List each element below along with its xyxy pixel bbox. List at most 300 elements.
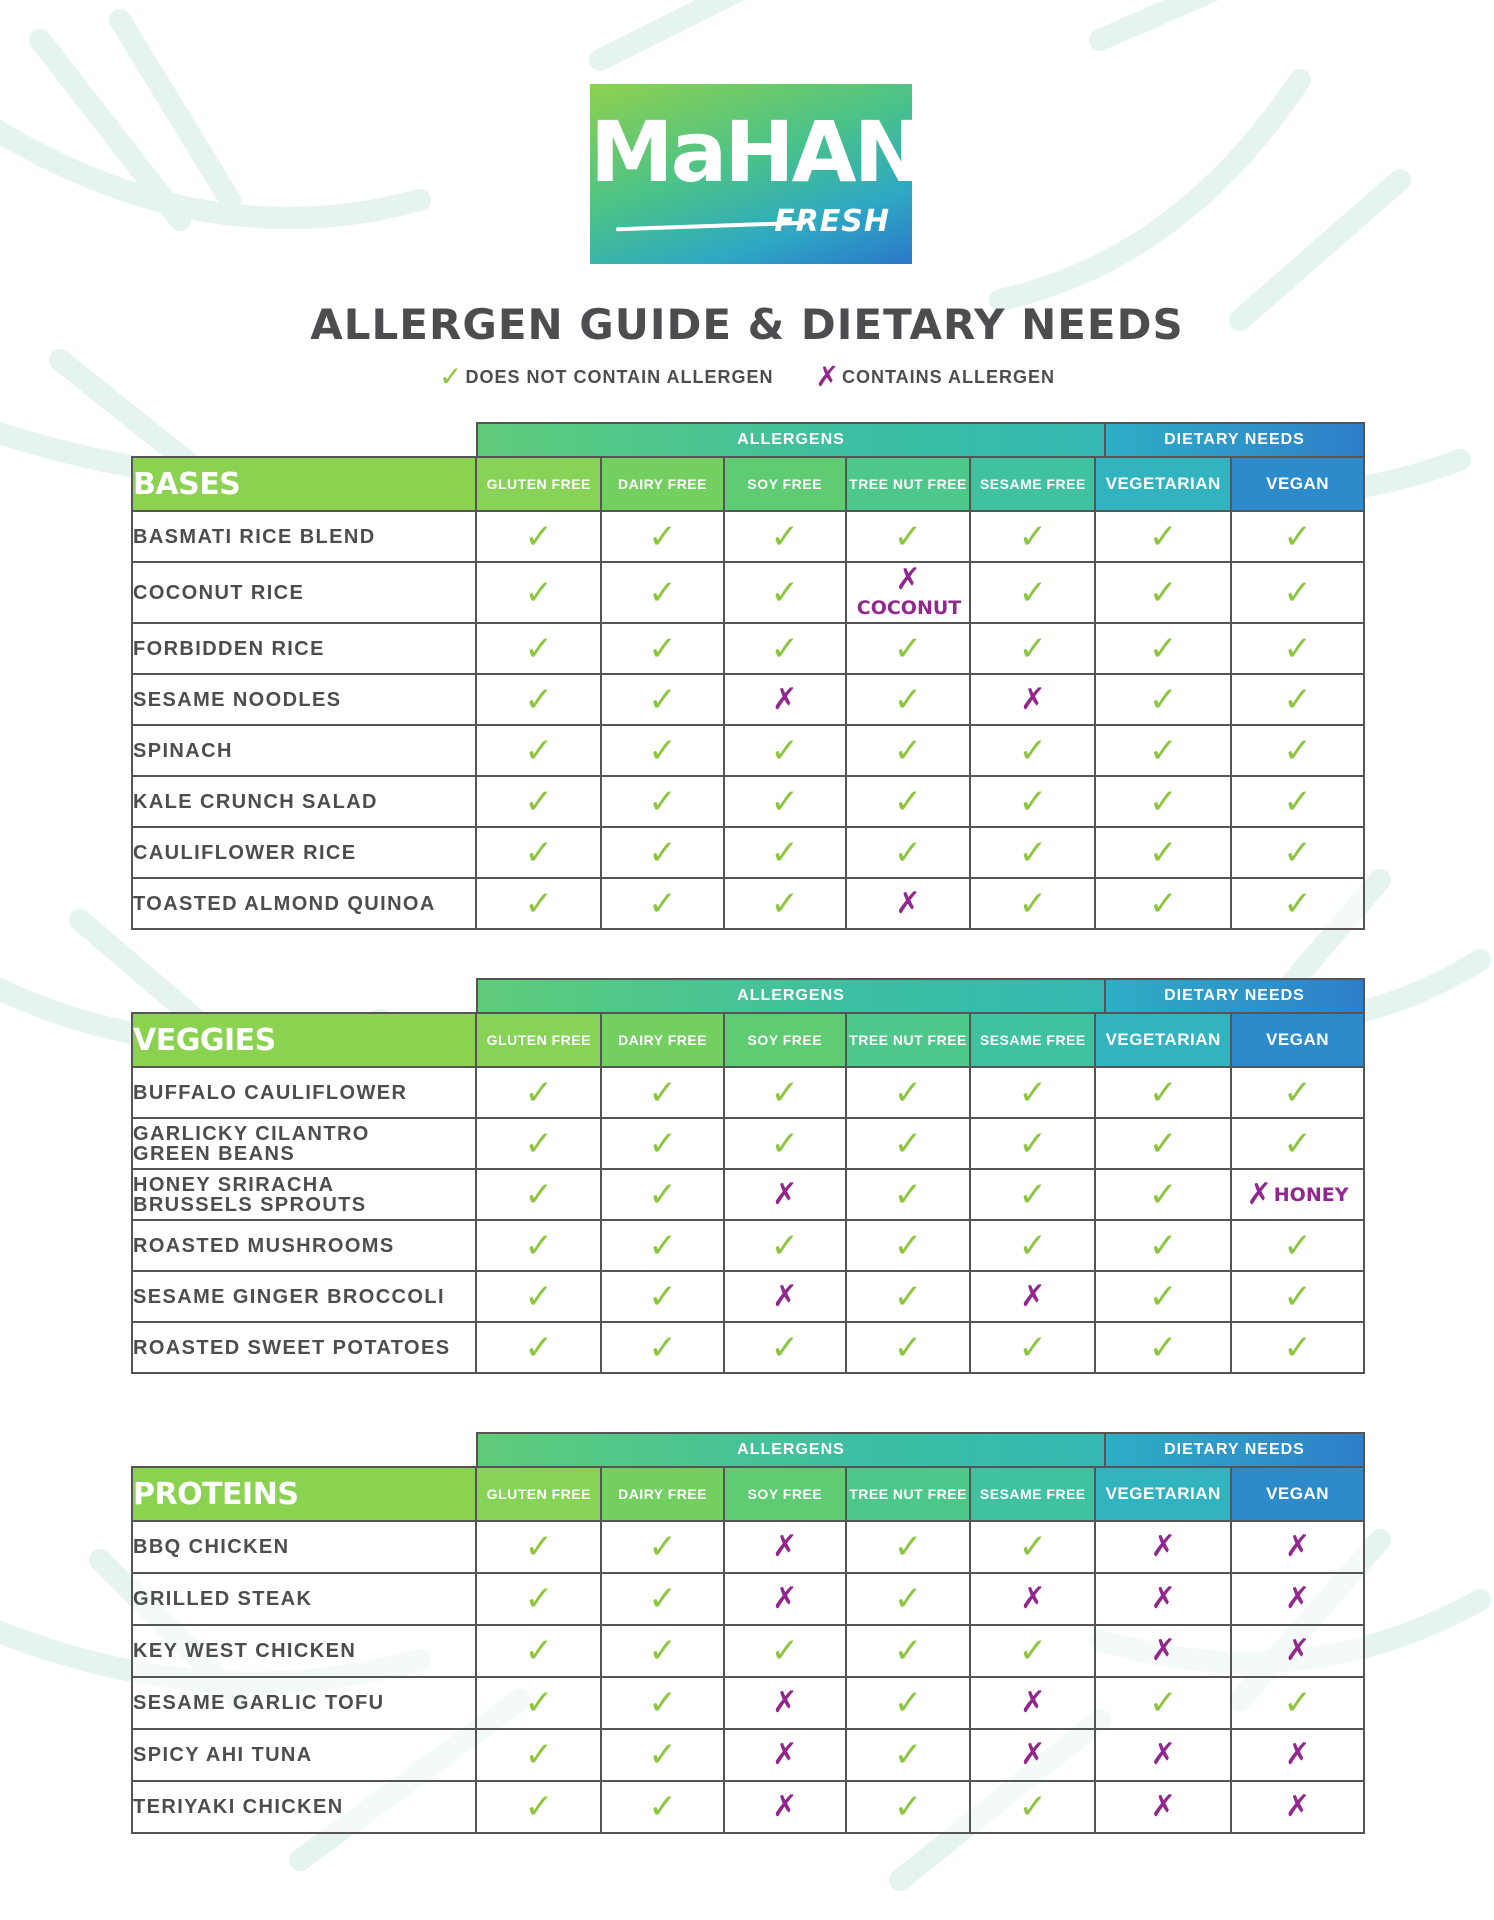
status-cell	[1095, 1322, 1231, 1373]
status-cell	[846, 562, 971, 623]
table-proteins	[131, 1466, 1365, 1834]
check-icon: ✓	[770, 1225, 800, 1266]
cross-icon: ✗	[772, 1581, 798, 1616]
cross-icon: ✗	[1285, 1737, 1311, 1772]
status-cell	[1231, 776, 1364, 827]
column-header-row	[132, 1467, 1364, 1521]
check-icon: ✓	[648, 1631, 677, 1671]
check-icon: ✓	[893, 1276, 923, 1317]
status-cell	[1095, 827, 1231, 878]
check-icon: ✓	[1018, 730, 1048, 771]
status-cell	[1231, 1169, 1364, 1220]
item-name: ROASTED MUSHROOMS	[132, 1220, 476, 1271]
status-cell	[846, 1677, 971, 1729]
status-cell	[970, 1729, 1095, 1781]
check-icon: ✓	[524, 1225, 554, 1266]
status-cell	[970, 1169, 1095, 1220]
status-cell	[724, 725, 846, 776]
status-cell	[724, 674, 846, 725]
check-icon: ✓	[648, 679, 677, 720]
item-name: SESAME NOODLES	[132, 674, 476, 725]
cross-icon: ✗	[772, 1176, 798, 1212]
status-cell	[846, 1271, 971, 1322]
status-cell	[1095, 511, 1231, 562]
check-icon: ✓	[770, 1327, 800, 1368]
status-cell	[1095, 878, 1231, 929]
check-icon: ✓	[1148, 1225, 1178, 1266]
cross-icon: ✗	[1020, 1685, 1046, 1720]
status-cell	[724, 1271, 846, 1322]
check-icon: ✓	[770, 832, 799, 873]
column-header: SOY FREE	[724, 1467, 846, 1521]
status-cell	[1231, 1729, 1364, 1781]
status-cell	[970, 1271, 1095, 1322]
status-cell	[1231, 1322, 1364, 1373]
status-cell	[724, 1118, 846, 1169]
check-icon: ✓	[770, 572, 799, 613]
status-cell	[476, 1118, 601, 1169]
column-header: TREE NUT FREE	[846, 1013, 971, 1067]
check-icon: ✓	[524, 1787, 554, 1827]
status-cell	[1095, 562, 1231, 623]
check-icon: ✓	[524, 1579, 554, 1619]
status-cell	[1095, 1781, 1231, 1833]
column-header: TREE NUT FREE	[846, 1467, 971, 1521]
check-icon: ✓	[648, 1225, 677, 1266]
status-cell	[476, 1169, 601, 1220]
status-cell	[601, 674, 724, 725]
status-cell	[970, 623, 1095, 674]
check-icon: ✓	[1283, 1276, 1312, 1317]
status-cell	[846, 1169, 971, 1220]
legend-yes-label: DOES NOT CONTAIN ALLERGEN	[465, 367, 774, 387]
status-cell	[1231, 623, 1364, 674]
status-cell	[724, 1220, 846, 1271]
status-cell	[846, 511, 971, 562]
check-icon: ✓	[1018, 1787, 1048, 1827]
check-icon: ✓	[1018, 1631, 1048, 1671]
check-icon: ✓	[770, 883, 799, 924]
table-row	[132, 623, 1364, 674]
status-cell	[846, 878, 971, 929]
check-icon: ✓	[1283, 1683, 1312, 1723]
status-cell	[1231, 1067, 1364, 1118]
status-cell	[724, 878, 846, 929]
status-cell	[970, 776, 1095, 827]
table-row	[132, 1220, 1364, 1271]
item-name: HONEY SRIRACHA BRUSSELS SPROUTS	[132, 1169, 476, 1220]
status-cell	[1095, 1169, 1231, 1220]
check-icon: ✓	[893, 1327, 923, 1368]
status-cell	[846, 674, 971, 725]
status-cell	[846, 1220, 971, 1271]
check-icon: ✓	[893, 1174, 923, 1215]
check-icon: ✓	[1148, 832, 1178, 873]
status-cell	[1095, 1677, 1231, 1729]
check-icon: ✓	[648, 1327, 677, 1368]
status-cell	[601, 1322, 724, 1373]
status-cell	[846, 1781, 971, 1833]
check-icon: ✓	[648, 1735, 677, 1775]
check-icon: ✓	[893, 679, 923, 720]
status-cell	[1095, 1521, 1231, 1573]
status-cell	[476, 1677, 601, 1729]
check-icon: ✓	[770, 781, 799, 822]
check-icon: ✓	[893, 1072, 923, 1113]
item-name: KEY WEST CHICKEN	[132, 1625, 476, 1677]
status-cell	[601, 1573, 724, 1625]
item-name: FORBIDDEN RICE	[132, 623, 476, 674]
check-icon: ✓	[524, 572, 553, 613]
status-cell	[970, 1677, 1095, 1729]
check-icon: ✓	[1018, 832, 1048, 873]
item-name: ROASTED SWEET POTATOES	[132, 1322, 476, 1373]
group-header-row	[131, 978, 1365, 1012]
cross-icon: ✗	[815, 360, 840, 393]
status-cell	[601, 1169, 724, 1220]
status-cell	[601, 878, 724, 929]
check-icon: ✓	[1018, 1327, 1048, 1368]
status-cell	[601, 1220, 724, 1271]
status-cell	[601, 1271, 724, 1322]
status-cell	[1231, 878, 1364, 929]
check-icon: ✓	[893, 1123, 923, 1164]
status-cell	[846, 776, 971, 827]
check-icon: ✓	[770, 730, 799, 771]
status-cell	[476, 511, 601, 562]
status-cell	[970, 878, 1095, 929]
item-name: COCONUT RICE	[132, 562, 476, 623]
status-cell	[724, 1625, 846, 1677]
status-cell	[846, 1729, 971, 1781]
status-cell	[476, 674, 601, 725]
status-cell	[846, 623, 971, 674]
status-cell	[601, 725, 724, 776]
table-row	[132, 1322, 1364, 1373]
legend	[0, 360, 1494, 393]
status-cell	[1231, 1118, 1364, 1169]
check-icon: ✓	[1148, 883, 1178, 924]
column-header: TREE NUT FREE	[846, 457, 971, 511]
cross-icon: ✗	[772, 681, 798, 717]
check-icon: ✓	[770, 1072, 800, 1113]
status-cell	[846, 1067, 971, 1118]
status-cell	[476, 1573, 601, 1625]
table-row	[132, 511, 1364, 562]
check-icon: ✓	[1283, 679, 1312, 720]
cross-icon: ✗	[1020, 1737, 1046, 1772]
status-cell	[970, 562, 1095, 623]
check-icon: ✓	[1148, 516, 1178, 557]
check-icon: ✓	[1148, 1123, 1178, 1164]
check-icon: ✓	[1018, 572, 1048, 613]
brand-logo	[590, 84, 975, 264]
check-icon: ✓	[524, 832, 553, 873]
check-icon: ✓	[893, 516, 923, 557]
status-cell	[1231, 1220, 1364, 1271]
table-bases	[131, 456, 1365, 930]
status-cell	[476, 562, 601, 623]
check-icon: ✓	[1283, 516, 1312, 557]
group-header-row	[131, 422, 1365, 456]
check-icon: ✓	[1018, 1527, 1048, 1567]
cross-icon: ✗	[1285, 1581, 1311, 1616]
check-icon: ✓	[1283, 781, 1312, 822]
check-icon: ✓	[1018, 883, 1048, 924]
status-cell	[1231, 1677, 1364, 1729]
status-cell	[970, 1067, 1095, 1118]
status-cell	[476, 725, 601, 776]
check-icon: ✓	[648, 730, 677, 771]
status-cell	[1231, 674, 1364, 725]
check-icon: ✓	[893, 781, 923, 822]
check-icon: ✓	[1283, 1123, 1312, 1164]
status-cell	[970, 1781, 1095, 1833]
table-row	[132, 878, 1364, 929]
check-icon: ✓	[893, 730, 923, 771]
column-header: SESAME FREE	[970, 457, 1095, 511]
column-header: GLUTEN FREE	[476, 1013, 601, 1067]
cross-icon: ✗	[1285, 1789, 1311, 1824]
item-name: SPICY AHI TUNA	[132, 1729, 476, 1781]
column-header: DAIRY FREE	[601, 1467, 724, 1521]
section-title: BASES	[132, 457, 476, 511]
column-header: VEGETARIAN	[1095, 1467, 1231, 1521]
cross-icon: ✗	[1020, 1278, 1046, 1314]
check-icon: ✓	[1283, 628, 1312, 669]
status-cell	[1095, 1067, 1231, 1118]
column-header: VEGAN	[1231, 1013, 1364, 1067]
status-cell	[970, 725, 1095, 776]
status-cell	[846, 1625, 971, 1677]
check-icon: ✓	[1148, 1072, 1178, 1113]
check-icon: ✓	[893, 1631, 923, 1671]
check-icon: ✓	[524, 1683, 554, 1723]
cross-icon: ✗	[772, 1789, 798, 1824]
check-icon: ✓	[1283, 832, 1312, 873]
status-cell	[724, 776, 846, 827]
check-icon: ✓	[893, 1683, 923, 1723]
status-cell	[1231, 511, 1364, 562]
status-cell	[846, 827, 971, 878]
status-cell	[724, 1729, 846, 1781]
table-row	[132, 776, 1364, 827]
check-icon: ✓	[893, 1579, 923, 1619]
item-name: BUFFALO CAULIFLOWER	[132, 1067, 476, 1118]
status-cell	[724, 1169, 846, 1220]
check-icon: ✓	[1148, 679, 1178, 720]
status-cell	[1231, 1521, 1364, 1573]
column-header: GLUTEN FREE	[476, 457, 601, 511]
check-icon: ✓	[524, 1527, 554, 1567]
status-cell	[1095, 776, 1231, 827]
cross-icon: ✗	[1150, 1529, 1176, 1564]
table-row	[132, 1625, 1364, 1677]
status-cell	[846, 1322, 971, 1373]
cross-icon: ✗	[1150, 1633, 1176, 1668]
status-cell	[1095, 1573, 1231, 1625]
column-header: DAIRY FREE	[601, 1013, 724, 1067]
check-icon: ✓	[1283, 1072, 1312, 1113]
status-cell	[846, 1118, 971, 1169]
check-icon: ✓	[1018, 628, 1048, 669]
status-cell	[846, 1573, 971, 1625]
status-cell	[724, 1781, 846, 1833]
check-icon: ✓	[770, 516, 799, 557]
check-icon: ✓	[893, 1225, 923, 1266]
check-icon: ✓	[893, 1527, 923, 1567]
status-cell	[1231, 1573, 1364, 1625]
status-cell	[601, 623, 724, 674]
check-icon: ✓	[648, 883, 677, 924]
column-header: VEGETARIAN	[1095, 1013, 1231, 1067]
allergen-note: COCONUT	[856, 597, 962, 619]
status-cell	[1231, 1625, 1364, 1677]
table-row	[132, 1729, 1364, 1781]
status-cell	[601, 776, 724, 827]
status-cell	[724, 562, 846, 623]
cross-icon: ✗	[1150, 1737, 1176, 1772]
status-cell	[476, 1781, 601, 1833]
check-icon: ✓	[524, 730, 553, 771]
status-cell	[1095, 1271, 1231, 1322]
check-icon: ✓	[648, 1787, 677, 1827]
status-cell	[724, 1573, 846, 1625]
status-cell	[724, 827, 846, 878]
status-cell	[724, 1677, 846, 1729]
table-row	[132, 1781, 1364, 1833]
check-icon: ✓	[524, 679, 553, 720]
cross-icon: ✗	[1020, 1581, 1046, 1616]
item-name: CAULIFLOWER RICE	[132, 827, 476, 878]
status-cell	[601, 1118, 724, 1169]
status-cell	[1231, 827, 1364, 878]
status-cell	[1231, 562, 1364, 623]
check-icon: ✓	[648, 1072, 677, 1113]
table-row	[132, 1573, 1364, 1625]
check-icon: ✓	[648, 832, 677, 873]
table-row	[132, 1677, 1364, 1729]
status-cell	[1095, 1729, 1231, 1781]
status-cell	[724, 511, 846, 562]
status-cell	[476, 776, 601, 827]
check-icon: ✓	[524, 1174, 554, 1215]
status-cell	[1095, 1118, 1231, 1169]
table-row	[132, 725, 1364, 776]
status-cell	[970, 827, 1095, 878]
item-name: KALE CRUNCH SALAD	[132, 776, 476, 827]
legend-yes	[439, 360, 773, 393]
table-row	[132, 1521, 1364, 1573]
check-icon: ✓	[439, 360, 464, 393]
status-cell	[1095, 674, 1231, 725]
status-cell	[724, 1322, 846, 1373]
check-icon: ✓	[524, 781, 553, 822]
cross-icon: ✗	[772, 1278, 798, 1314]
group-header-allergens: ALLERGENS	[476, 978, 1104, 1012]
check-icon: ✓	[1283, 572, 1312, 613]
status-cell	[601, 562, 724, 623]
check-icon: ✓	[648, 1174, 677, 1215]
cross-icon: ✗	[1285, 1529, 1311, 1564]
check-icon: ✓	[1148, 1327, 1178, 1368]
status-cell	[970, 674, 1095, 725]
cross-icon: ✗	[772, 1529, 798, 1564]
check-icon: ✓	[893, 1787, 923, 1827]
status-cell	[476, 1322, 601, 1373]
status-cell	[476, 1625, 601, 1677]
check-icon: ✓	[648, 572, 677, 613]
status-cell	[1231, 725, 1364, 776]
column-header: GLUTEN FREE	[476, 1467, 601, 1521]
check-icon: ✓	[1148, 1683, 1178, 1723]
status-cell	[1095, 623, 1231, 674]
status-cell	[601, 1625, 724, 1677]
check-icon: ✓	[524, 628, 553, 669]
cross-icon: ✗	[895, 885, 921, 921]
item-name: TERIYAKI CHICKEN	[132, 1781, 476, 1833]
item-name: SESAME GINGER BROCCOLI	[132, 1271, 476, 1322]
status-cell	[970, 1573, 1095, 1625]
check-icon: ✓	[524, 1072, 554, 1113]
check-icon: ✓	[524, 1631, 554, 1671]
logo-subtitle: FRESH	[774, 204, 890, 239]
check-icon: ✓	[770, 1123, 800, 1164]
legend-no	[816, 360, 1055, 393]
table-row	[132, 1271, 1364, 1322]
status-cell	[724, 623, 846, 674]
status-cell	[601, 511, 724, 562]
status-cell	[846, 1521, 971, 1573]
status-cell	[970, 511, 1095, 562]
check-icon: ✓	[648, 1276, 677, 1317]
table-row	[132, 1169, 1364, 1220]
check-icon: ✓	[1148, 1276, 1178, 1317]
check-icon: ✓	[1283, 1327, 1312, 1368]
check-icon: ✓	[524, 1276, 554, 1317]
check-icon: ✓	[1018, 1225, 1048, 1266]
group-header-dietary: DIETARY NEEDS	[1104, 1432, 1365, 1466]
status-cell	[476, 623, 601, 674]
column-header: VEGAN	[1231, 1467, 1364, 1521]
group-header-dietary: DIETARY NEEDS	[1104, 978, 1365, 1012]
check-icon: ✓	[1018, 1174, 1048, 1215]
table-row	[132, 827, 1364, 878]
check-icon: ✓	[1018, 516, 1048, 557]
item-name: BASMATI RICE BLEND	[132, 511, 476, 562]
column-header: SOY FREE	[724, 1013, 846, 1067]
check-icon: ✓	[648, 781, 677, 822]
column-header: SOY FREE	[724, 457, 846, 511]
section-title: PROTEINS	[132, 1467, 476, 1521]
cross-icon: ✗	[895, 562, 921, 597]
table-veggies	[131, 1012, 1365, 1374]
legend-no-label: CONTAINS ALLERGEN	[841, 367, 1055, 387]
status-cell	[846, 725, 971, 776]
item-name: SPINACH	[132, 725, 476, 776]
status-cell	[970, 1521, 1095, 1573]
group-header-dietary: DIETARY NEEDS	[1104, 422, 1365, 456]
check-icon: ✓	[524, 516, 553, 557]
status-cell	[476, 1067, 601, 1118]
section-title: VEGGIES	[132, 1013, 476, 1067]
item-name: GARLICKY CILANTRO GREEN BEANS	[132, 1118, 476, 1169]
check-icon: ✓	[648, 628, 677, 669]
logo-wordmark: MaHANa	[590, 103, 975, 201]
status-cell	[476, 1729, 601, 1781]
check-icon: ✓	[1148, 781, 1178, 822]
status-cell	[970, 1322, 1095, 1373]
